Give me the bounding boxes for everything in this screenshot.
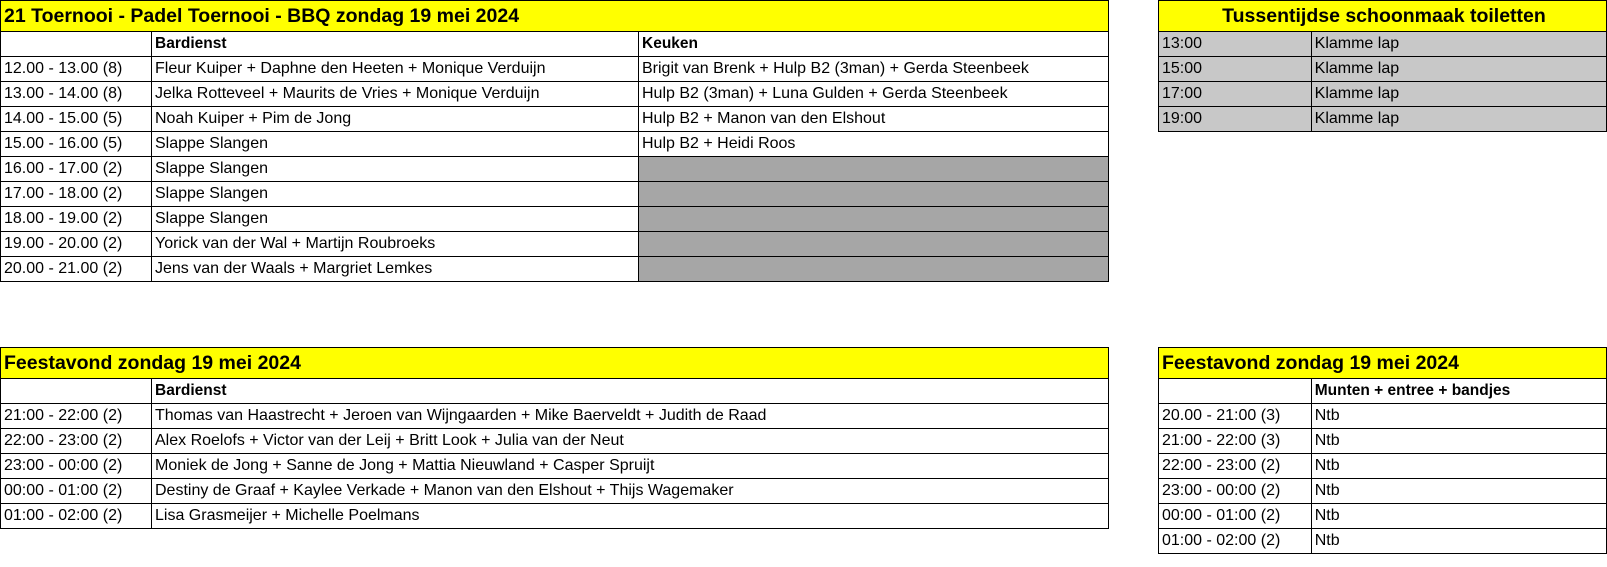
table-row: [1159, 404, 1607, 429]
time-cell[interactable]: 17.00 - 18.00 (2): [1, 182, 152, 207]
header-empty[interactable]: [1159, 379, 1312, 404]
table-row: [1159, 504, 1607, 529]
table-row: [1, 182, 1109, 207]
header-keuken[interactable]: Keuken: [639, 32, 1109, 57]
time-cell[interactable]: 21:00 - 22:00 (3): [1159, 429, 1312, 454]
table-row: [1, 504, 1109, 529]
table-row: [1, 454, 1109, 479]
time-cell[interactable]: 13:00: [1159, 32, 1312, 57]
keuken-cell[interactable]: Hulp B2 + Manon van den Elshout: [639, 107, 1109, 132]
table-row: [1, 429, 1109, 454]
task-cell[interactable]: Klamme lap: [1311, 107, 1606, 132]
bardienst-cell[interactable]: Jens van der Waals + Margriet Lemkes: [152, 257, 639, 282]
bardienst-cell[interactable]: Alex Roelofs + Victor van der Leij + Britt Look + Julia van der Neut: [152, 429, 1109, 454]
bardienst-cell[interactable]: Jelka Rotteveel + Maurits de Vries + Monique Verduijn: [152, 82, 639, 107]
table-row: [1, 207, 1109, 232]
time-cell[interactable]: 15.00 - 16.00 (5): [1, 132, 152, 157]
bardienst-cell[interactable]: Slappe Slangen: [152, 207, 639, 232]
time-cell[interactable]: 12.00 - 13.00 (8): [1, 57, 152, 82]
time-cell[interactable]: 20.00 - 21:00 (3): [1159, 404, 1312, 429]
feestavond-table: [0, 347, 1109, 529]
header-bardienst[interactable]: Bardienst: [152, 379, 1109, 404]
table-row: [1, 479, 1109, 504]
header-munten[interactable]: Munten + entree + bandjes: [1311, 379, 1606, 404]
munten-title[interactable]: Feestavond zondag 19 mei 2024: [1159, 348, 1607, 379]
time-cell[interactable]: 18.00 - 19.00 (2): [1, 207, 152, 232]
time-cell[interactable]: 16.00 - 17.00 (2): [1, 157, 152, 182]
table-row: [1, 107, 1109, 132]
task-cell[interactable]: Klamme lap: [1311, 32, 1606, 57]
task-cell[interactable]: Ntb: [1311, 479, 1606, 504]
header-bardienst[interactable]: Bardienst: [152, 32, 639, 57]
keuken-cell[interactable]: [639, 157, 1109, 182]
table-row: [1159, 82, 1607, 107]
table-row: [1159, 479, 1607, 504]
keuken-cell[interactable]: Hulp B2 + Heidi Roos: [639, 132, 1109, 157]
time-cell[interactable]: 13.00 - 14.00 (8): [1, 82, 152, 107]
keuken-cell[interactable]: Hulp B2 (3man) + Luna Gulden + Gerda Steenbeek: [639, 82, 1109, 107]
table-row: [1159, 429, 1607, 454]
time-cell[interactable]: 17:00: [1159, 82, 1312, 107]
task-cell[interactable]: Ntb: [1311, 504, 1606, 529]
task-cell[interactable]: Klamme lap: [1311, 57, 1606, 82]
task-cell[interactable]: Ntb: [1311, 404, 1606, 429]
time-cell[interactable]: 14.00 - 15.00 (5): [1, 107, 152, 132]
bardienst-cell[interactable]: Thomas van Haastrecht + Jeroen van Wijngaarden + Mike Baerveldt + Judith de Raad: [152, 404, 1109, 429]
table-row: [1159, 32, 1607, 57]
table-row: [1, 82, 1109, 107]
bardienst-cell[interactable]: Lisa Grasmeijer + Michelle Poelmans: [152, 504, 1109, 529]
table-row: [1, 404, 1109, 429]
time-cell[interactable]: 20.00 - 21.00 (2): [1, 257, 152, 282]
table-row: [1, 57, 1109, 82]
table-row: [1, 232, 1109, 257]
keuken-cell[interactable]: [639, 182, 1109, 207]
time-cell[interactable]: 01:00 - 02:00 (2): [1159, 529, 1312, 554]
task-cell[interactable]: Klamme lap: [1311, 82, 1606, 107]
time-cell[interactable]: 15:00: [1159, 57, 1312, 82]
bardienst-cell[interactable]: Slappe Slangen: [152, 182, 639, 207]
toernooi-title[interactable]: 21 Toernooi - Padel Toernooi - BBQ zondag 19 mei 2024: [1, 1, 1109, 32]
header-empty[interactable]: [1, 32, 152, 57]
time-cell[interactable]: 23:00 - 00:00 (2): [1, 454, 152, 479]
table-row: [1, 132, 1109, 157]
feestavond-title[interactable]: Feestavond zondag 19 mei 2024: [1, 348, 1109, 379]
keuken-cell[interactable]: [639, 257, 1109, 282]
time-cell[interactable]: 00:00 - 01:00 (2): [1, 479, 152, 504]
time-cell[interactable]: 22:00 - 23:00 (2): [1159, 454, 1312, 479]
time-cell[interactable]: 23:00 - 00:00 (2): [1159, 479, 1312, 504]
munten-table: [1158, 347, 1607, 554]
bardienst-cell[interactable]: Slappe Slangen: [152, 132, 639, 157]
task-cell[interactable]: Ntb: [1311, 454, 1606, 479]
schoonmaak-title[interactable]: Tussentijdse schoonmaak toiletten: [1159, 1, 1607, 32]
time-cell[interactable]: 22:00 - 23:00 (2): [1, 429, 152, 454]
time-cell[interactable]: 21:00 - 22:00 (2): [1, 404, 152, 429]
bardienst-cell[interactable]: Noah Kuiper + Pim de Jong: [152, 107, 639, 132]
time-cell[interactable]: 19:00: [1159, 107, 1312, 132]
task-cell[interactable]: Ntb: [1311, 529, 1606, 554]
time-cell[interactable]: 19.00 - 20.00 (2): [1, 232, 152, 257]
table-row: [1, 257, 1109, 282]
keuken-cell[interactable]: [639, 232, 1109, 257]
bardienst-cell[interactable]: Moniek de Jong + Sanne de Jong + Mattia Nieuwland + Casper Spruijt: [152, 454, 1109, 479]
time-cell[interactable]: 01:00 - 02:00 (2): [1, 504, 152, 529]
time-cell[interactable]: 00:00 - 01:00 (2): [1159, 504, 1312, 529]
table-row: [1159, 107, 1607, 132]
table-row: [1, 157, 1109, 182]
bardienst-cell[interactable]: Yorick van der Wal + Martijn Roubroeks: [152, 232, 639, 257]
table-row: [1159, 454, 1607, 479]
header-empty[interactable]: [1, 379, 152, 404]
table-row: [1159, 57, 1607, 82]
bardienst-cell[interactable]: Slappe Slangen: [152, 157, 639, 182]
table-row: [1159, 529, 1607, 554]
keuken-cell[interactable]: [639, 207, 1109, 232]
schoonmaak-table: [1158, 0, 1607, 132]
keuken-cell[interactable]: Brigit van Brenk + Hulp B2 (3man) + Gerda Steenbeek: [639, 57, 1109, 82]
bardienst-cell[interactable]: Fleur Kuiper + Daphne den Heeten + Monique Verduijn: [152, 57, 639, 82]
task-cell[interactable]: Ntb: [1311, 429, 1606, 454]
bardienst-cell[interactable]: Destiny de Graaf + Kaylee Verkade + Manon van den Elshout + Thijs Wagemaker: [152, 479, 1109, 504]
toernooi-table: [0, 0, 1109, 282]
